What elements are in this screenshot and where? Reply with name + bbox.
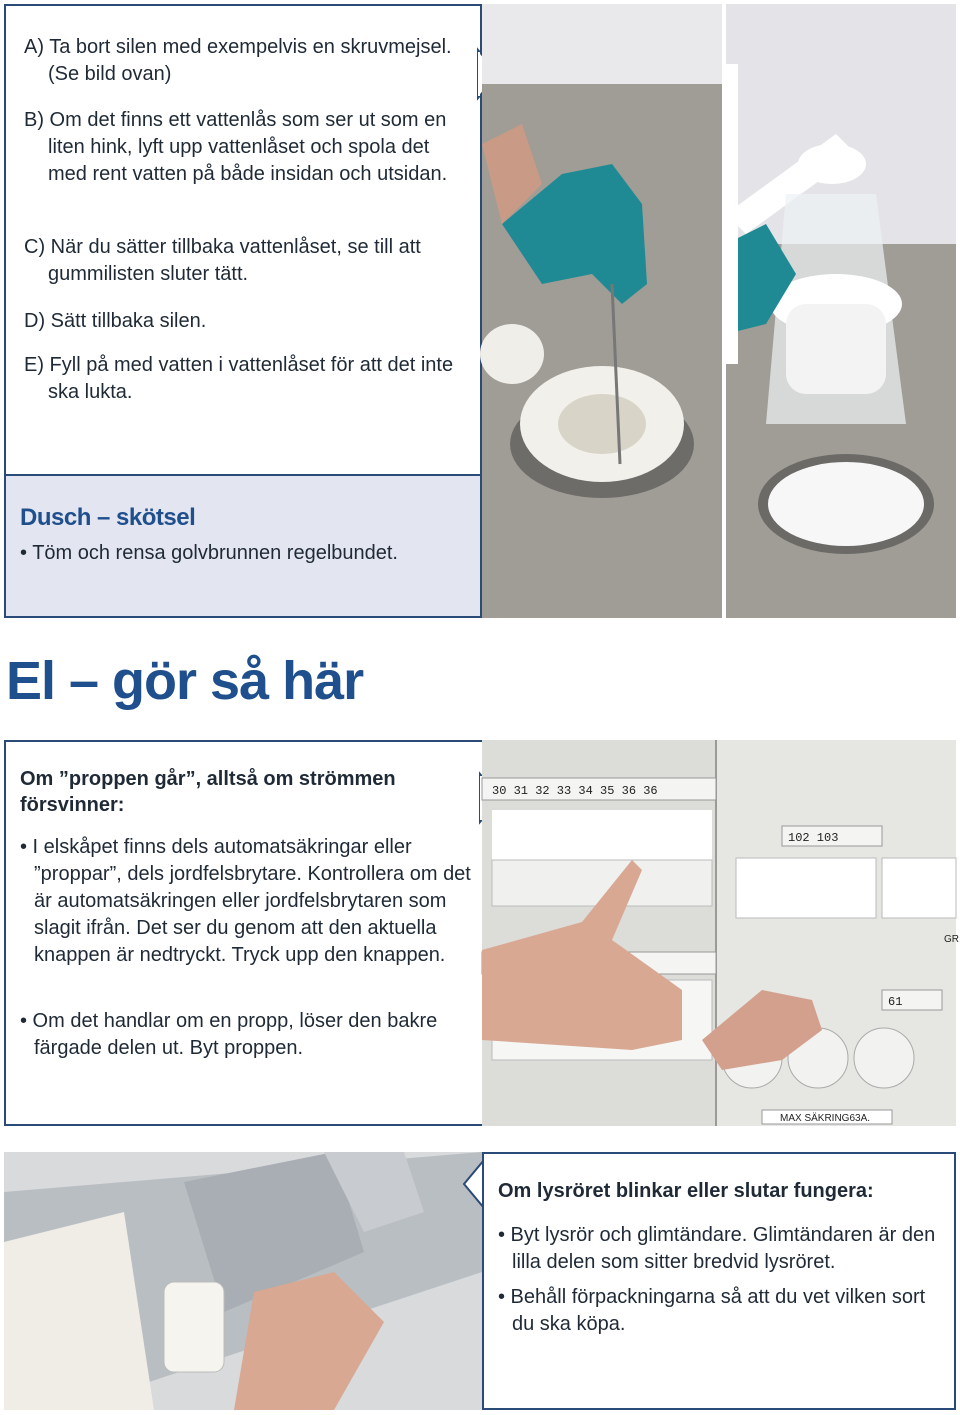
lamp-instructions-panel [482, 1152, 956, 1410]
step-e: E) Fyll på med vatten i vattenlåset för att det inte ska lukta. [24, 354, 454, 403]
el-bullet-breakers: • I elskåpet finns dels automatsäkringar eller ”proppar”, dels jordfelsbrytare. Kontrollera om det är automatsäkringen eller jordfelsbrytaren som slagit ifrån. Det ser du genom att den aktuella knappen är nedtryckt. Tryck upp den knappen. [20, 836, 471, 966]
shower-rinse-illustration [726, 4, 956, 618]
label-row-2: 102 103 [788, 831, 839, 845]
lamp-illustration [4, 1152, 482, 1410]
drain-photo-right [726, 4, 956, 618]
pointer-arrow [462, 1160, 484, 1208]
el-instructions-panel [4, 740, 482, 1126]
el-subtitle: Om ”proppen går”, alltså om strömmen försvinner: [20, 768, 396, 816]
label-gr: GR [944, 934, 959, 945]
drain-illustration [482, 4, 722, 618]
lamp-bullet-packaging: • Behåll förpackningarna så att du vet vilken sort du ska köpa. [498, 1286, 926, 1335]
drain-photo-left [482, 4, 722, 618]
step-d: D) Sätt tillbaka silen. [24, 310, 207, 332]
shower-care-bullet: • Töm och rensa golvbrunnen regelbundet. [20, 542, 398, 564]
fusebox-photo [482, 740, 959, 1126]
step-a: A) Ta bort silen med exempelvis en skruvmejsel. (Se bild ovan) [24, 36, 452, 85]
el-bullet-fuse: • Om det handlar om en propp, löser den bakre färgade delen ut. Byt proppen. [20, 1010, 438, 1059]
step-c: C) När du sätter tillbaka vattenlåset, se till att gummilisten sluter tätt. [24, 236, 421, 285]
label-max: MAX SÄKRING63A. [780, 1113, 871, 1124]
drain-steps-panel [4, 4, 482, 474]
el-heading: El – gör så här [6, 651, 364, 711]
lamp-photo [4, 1152, 482, 1410]
label-row-1: 30 31 32 33 34 35 36 36 [492, 784, 658, 798]
shower-care-title: Dusch – skötsel [20, 504, 196, 531]
lamp-subtitle: Om lysröret blinkar eller slutar fungera: [498, 1180, 874, 1202]
shower-care-panel [4, 474, 482, 618]
fusebox-illustration [482, 740, 959, 1126]
label-row-4: 61 [888, 995, 903, 1009]
step-b: B) Om det finns ett vattenlås som ser ut som en liten hink, lyft upp vattenlåset och spola det med rent vatten på både insidan och utsidan. [24, 109, 448, 185]
lamp-bullet-replace: • Byt lysrör och glimtändare. Glimtändaren är den lilla delen som sitter bredvid lysröret. [498, 1224, 936, 1273]
